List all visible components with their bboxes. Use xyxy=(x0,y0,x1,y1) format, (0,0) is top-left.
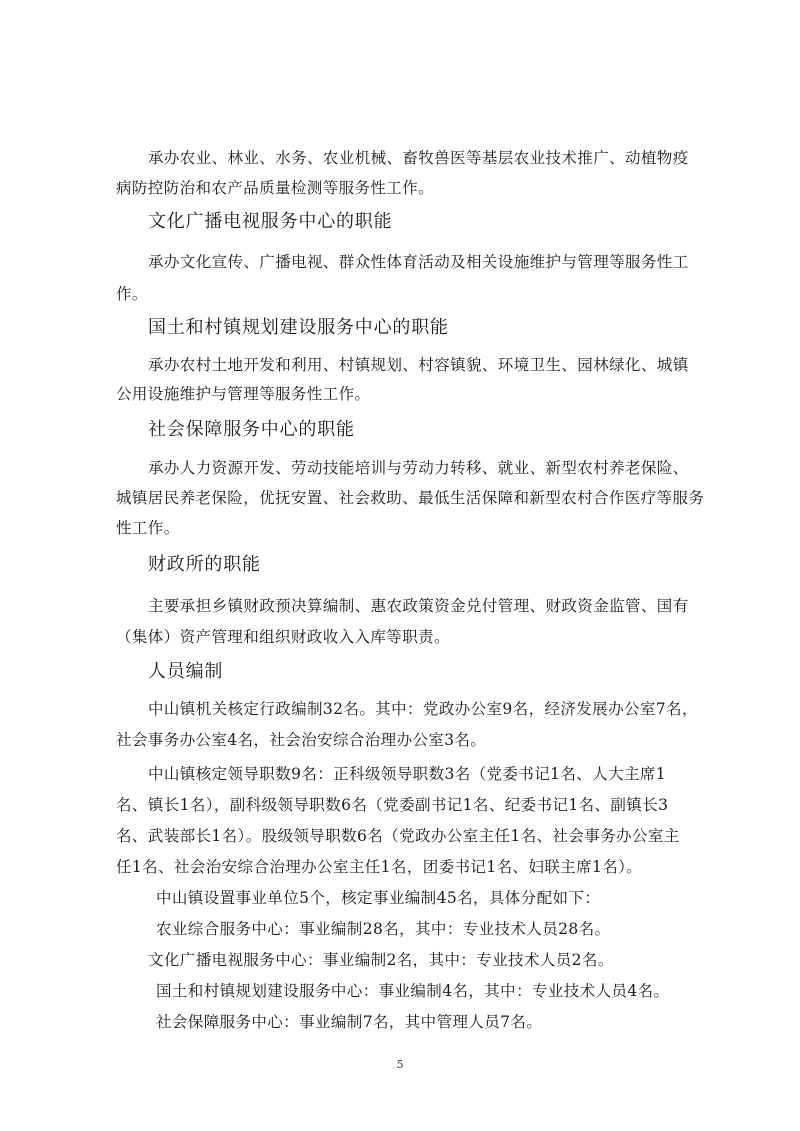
paragraph-culture-line-2: 作。 xyxy=(116,285,148,303)
paragraph-culture-line-1: 承办文化宣传、广播电视、群众性体育活动及相关设施维护与管理等服务性工 xyxy=(148,253,689,271)
paragraph-leadership-line-4: 任1名、社会治安综合治理办公室主任1名，团委书记1名、妇联主席1名）。 xyxy=(116,858,643,876)
paragraph-social-line-2: 城镇居民养老保险，优抚安置、社会救助、最低生活保障和新型农村合作医疗等服务 xyxy=(116,489,705,507)
allocation-social-center: 社会保障服务中心：事业编制7名，其中管理人员7名。 xyxy=(156,1013,543,1031)
paragraph-leadership-line-2: 名、镇长1名），副科级领导职数6名（党委副书记1名、纪委书记1名、副镇长3 xyxy=(116,796,669,814)
heading-culture-center: 文化广播电视服务中心的职能 xyxy=(148,211,393,232)
paragraph-agri-line-1: 承办农业、林业、水务、农业机械、畜牧兽医等基层农业技术推广、动植物疫 xyxy=(148,149,689,167)
heading-finance-office: 财政所的职能 xyxy=(148,554,261,575)
paragraph-admin-staff-line-1: 中山镇机关核定行政编制32名。其中：党政办公室9名，经济发展办公室7名， xyxy=(148,700,698,718)
paragraph-finance-line-2: （集体）资产管理和组织财政收入入库等职责。 xyxy=(116,628,450,646)
paragraph-social-line-1: 承办人力资源开发、劳动技能培训与劳动力转移、就业、新型农村养老保险、 xyxy=(148,459,689,477)
paragraph-leadership-line-1: 中山镇核定领导职数9名：正科级领导职数3名（党委书记1名、人大主席1 xyxy=(148,765,667,783)
paragraph-admin-staff-line-2: 社会事务办公室4名，社会治安综合治理办公室3名。 xyxy=(116,731,487,749)
allocation-agri-center: 农业综合服务中心：事业编制28名，其中：专业技术人员28名。 xyxy=(156,920,611,938)
paragraph-land-line-1: 承办农村土地开发和利用、村镇规划、村容镇貌、环境卫生、园林绿化、城镇 xyxy=(148,356,689,374)
paragraph-finance-line-1: 主要承担乡镇财政预决算编制、惠农政策资金兑付管理、财政资金监管、国有 xyxy=(148,597,689,615)
heading-social-security-center: 社会保障服务中心的职能 xyxy=(148,419,355,440)
paragraph-agri-line-2: 病防控防治和农产品质量检测等服务性工作。 xyxy=(116,179,435,197)
paragraph-institutions-line-1: 中山镇设置事业单位5个，核定事业编制45名，具体分配如下： xyxy=(156,889,601,907)
page-number: 5 xyxy=(396,1058,404,1071)
allocation-land-center: 国土和村镇规划建设服务中心：事业编制4名，其中：专业技术人员4名。 xyxy=(156,982,670,1000)
paragraph-social-line-3: 性工作。 xyxy=(116,519,180,537)
heading-staffing: 人员编制 xyxy=(148,661,224,682)
heading-land-planning-center: 国土和村镇规划建设服务中心的职能 xyxy=(148,317,449,338)
paragraph-leadership-line-3: 名、武装部长1名）。股级领导职数6名（党政办公室主任1名、社会事务办公室主 xyxy=(116,827,680,845)
paragraph-land-line-2: 公用设施维护与管理等服务性工作。 xyxy=(116,385,371,403)
allocation-culture-center: 文化广播电视服务中心：事业编制2名，其中：专业技术人员2名。 xyxy=(148,951,614,969)
